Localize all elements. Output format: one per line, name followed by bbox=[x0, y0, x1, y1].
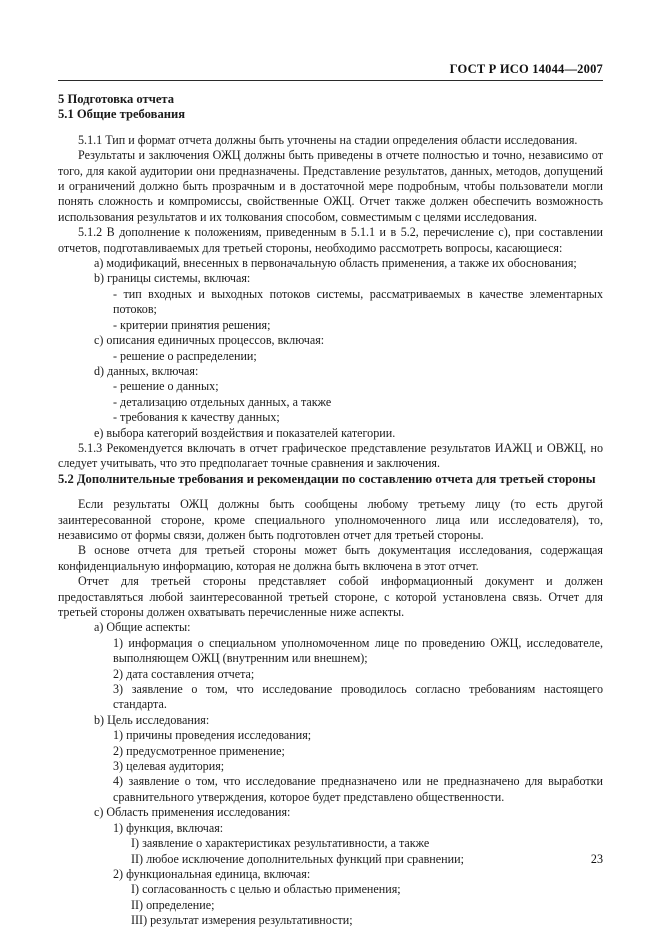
list-item-b-goal-2: 2) предусмотренное применение; bbox=[113, 743, 285, 758]
document-body bbox=[58, 92, 603, 929]
list-item-c-scope-2-i: I) согласованность с целью и областью применения; bbox=[131, 882, 401, 897]
list-item-c-scope-1-ii: II) любое исключение дополнительных функций при сравнении; bbox=[131, 851, 464, 866]
list-item-c-scope-2-ii: II) определение; bbox=[131, 897, 215, 912]
list-item-b-goal-3: 3) целевая аудитория; bbox=[113, 759, 225, 774]
paragraph-5-1-1: 5.1.1 Тип и формат отчета должны быть уточнены на стадии определения области исследования. bbox=[78, 132, 578, 147]
paragraph-5-2-intro-1: Если результаты ОЖЦ должны быть сообщены любому третьему лицу (то есть другой заинтересованной стороне, кроме специального уполномоченного лица или исследователя), то, независимо от формы связи, должен быть подготовлен отчет для третьей стороны. bbox=[58, 497, 603, 542]
list-item-d-dash-3: - требования к качеству данных; bbox=[113, 410, 280, 425]
list-item-a-general-2: 2) дата составления отчета; bbox=[113, 666, 255, 681]
paragraph-5-2-intro-2: В основе отчета для третьей стороны может быть документация исследования, содержащая конфиденциальную информацию, которая не должна быть включена в этот отчет. bbox=[58, 543, 603, 573]
list-item-c-scope: c) Область применения исследования: bbox=[94, 805, 291, 820]
list-item-c-scope-2: 2) функциональная единица, включая: bbox=[113, 866, 311, 881]
list-item-a-general-1: 1) информация о специальном уполномоченном лице по проведению ОЖЦ, исследователе, выполняющем ОЖЦ (внутренним или внешнем); bbox=[113, 635, 603, 666]
list-item-d-dash-1: - решение о данных; bbox=[113, 379, 219, 394]
page-number: 23 bbox=[590, 852, 603, 866]
list-item-b-dash-1: - тип входных и выходных потоков системы, рассматриваемых в качестве элементарных потоков; bbox=[113, 286, 603, 317]
list-item-d-dash-2: - детализацию отдельных данных, а также bbox=[113, 394, 332, 409]
list-item-c-dash-1: - решение о распределении; bbox=[113, 348, 257, 363]
list-item-c-scope-1: 1) функция, включая: bbox=[113, 820, 224, 835]
heading-section-5-1: 5.1 Общие требования bbox=[58, 107, 186, 122]
list-item-c-scope-2-iii: III) результат измерения результативности; bbox=[131, 913, 353, 928]
heading-section-5: 5 Подготовка отчета bbox=[58, 92, 175, 106]
list-item-a-general: a) Общие аспекты: bbox=[94, 620, 191, 635]
list-item-b-goal-1: 1) причины проведения исследования; bbox=[113, 728, 312, 743]
heading-section-5-2: 5.2 Дополнительные требования и рекомендации по составлению отчета для третьей стороны bbox=[58, 471, 596, 486]
list-item-a-general-3: 3) заявление о том, что исследование проводилось согласно требованиям настоящего стандарта. bbox=[113, 682, 603, 712]
list-item-d: d) данных, включая: bbox=[94, 363, 199, 378]
paragraph-5-1-2: 5.1.2 В дополнение к положениям, приведенным в 5.1.1 и в 5.2, перечисление с), при составлении отчетов, подготавливаемых для третьей стороны, необходимо рассмотреть вопросы, касающиеся: bbox=[58, 225, 603, 255]
list-item-c-scope-1-i: I) заявление о характеристиках результативности, а также bbox=[131, 836, 430, 851]
list-item-a: a) модификаций, внесенных в первоначальную область применения, а также их обоснования; bbox=[94, 256, 577, 271]
page-header-standard-number: ГОСТ Р ИСО 14044—2007 bbox=[449, 62, 603, 76]
header-divider bbox=[58, 80, 603, 81]
list-item-e: e) выбора категорий воздействия и показателей категории. bbox=[94, 425, 396, 440]
paragraph-5-2-intro-3: Отчет для третьей стороны представляет собой информационный документ и должен предоставляться любой заинтересованной третьей стороне, с которой установлена связь. Отчет для третьей стороны должен охватывать перечисленные ниже аспекты. bbox=[58, 574, 603, 619]
list-item-b-dash-2: - критерии принятия решения; bbox=[113, 317, 271, 332]
paragraph-results-conclusions: Результаты и заключения ОЖЦ должны быть приведены в отчете полностью и точно, независимо от того, для какой аудитории они предназначены. Представление результатов, данных, методов, допущений и ограничений должно быть прозрачным и в достаточной мере подробным, чтобы пользователи могли понять сложность и компромиссы, свойственные ОЖЦ. Отчет также должен обеспечить возможность использования результатов и их толкования способом, совместимым с целями исследования. bbox=[58, 148, 603, 224]
list-item-b-goal-4: 4) заявление о том, что исследование предназначено или не предназначено для выработки сравнительного утверждения, которое будет представлено общественности. bbox=[113, 774, 603, 804]
list-item-b-goal: b) Цель исследования: bbox=[94, 712, 210, 727]
list-item-b: b) границы системы, включая: bbox=[94, 271, 251, 286]
paragraph-5-1-3: 5.1.3 Рекомендуется включать в отчет графическое представление результатов ИАЖЦ и ОВЖЦ, но следует учитывать, что это предполагает точные сравнения и заключения. bbox=[58, 440, 603, 471]
list-item-c: c) описания единичных процессов, включая: bbox=[94, 333, 325, 348]
